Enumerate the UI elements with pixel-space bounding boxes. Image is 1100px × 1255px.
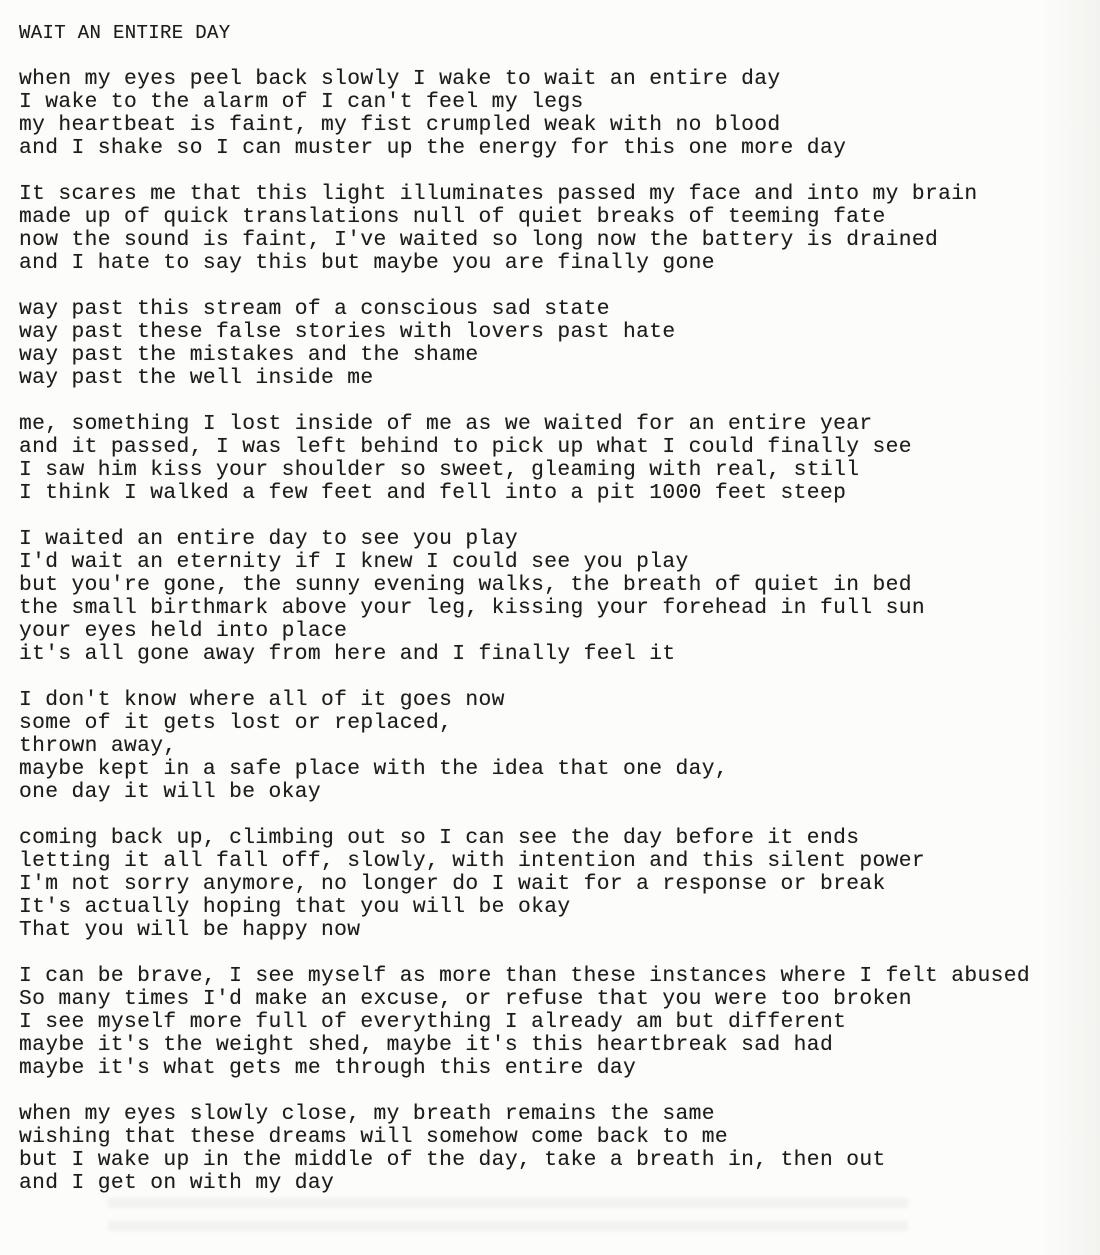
poem-line: I see myself more full of everything I already am but different <box>19 1010 847 1034</box>
poem-line: when my eyes peel back slowly I wake to wait an entire day <box>19 67 781 91</box>
poem-line: way past these false stories with lovers past hate <box>19 320 676 344</box>
poem-line: now the sound is faint, I've waited so long now the battery is drained <box>19 228 939 252</box>
poem-line: but I wake up in the middle of the day, take a breath in, then out <box>19 1148 886 1172</box>
poem-line: That you will be happy now <box>19 918 361 942</box>
stanza <box>19 689 1094 804</box>
poem-line: maybe kept in a safe place with the idea that one day, <box>19 757 729 781</box>
stanza <box>19 827 1094 942</box>
poem-line: way past the well inside me <box>19 366 374 390</box>
poem-line: made up of quick translations null of quiet breaks of teeming fate <box>19 205 886 229</box>
poem-line: I'm not sorry anymore, no longer do I wait for a response or break <box>19 872 886 896</box>
poem-line: some of it gets lost or replaced, <box>19 711 453 735</box>
poem-line: It's actually hoping that you will be okay <box>19 895 571 919</box>
poem-line: I wake to the alarm of I can't feel my legs <box>19 90 584 114</box>
poem-line: way past this stream of a conscious sad state <box>19 297 610 321</box>
poem-line: but you're gone, the sunny evening walks, the breath of quiet in bed <box>19 573 912 597</box>
poem-line: It scares me that this light illuminates passed my face and into my brain <box>19 182 978 206</box>
poem-line: I don't know where all of it goes now <box>19 688 505 712</box>
poem-line: wishing that these dreams will somehow come back to me <box>19 1125 729 1149</box>
poem-body <box>19 22 1094 1218</box>
stanza <box>19 183 1094 275</box>
stanza <box>19 68 1094 160</box>
poem-line: way past the mistakes and the shame <box>19 343 479 367</box>
poem-line: your eyes held into place <box>19 619 348 643</box>
poem-line: my heartbeat is faint, my fist crumpled weak with no blood <box>19 113 781 137</box>
poem-line: it's all gone away from here and I finally feel it <box>19 642 676 666</box>
poem-line: one day it will be okay <box>19 780 321 804</box>
poem-line: I think I walked a few feet and fell into a pit 1000 feet steep <box>19 481 847 505</box>
poem-line: So many times I'd make an excuse, or refuse that you were too broken <box>19 987 912 1011</box>
stanza <box>19 413 1094 505</box>
poem-line: thrown away, <box>19 734 177 758</box>
poem-line: maybe it's what gets me through this entire day <box>19 1056 637 1080</box>
poem-title: WAIT AN ENTIRE DAY <box>19 22 231 44</box>
poem-line: when my eyes slowly close, my breath remains the same <box>19 1102 715 1126</box>
poem-line: maybe it's the weight shed, maybe it's this heartbreak sad had <box>19 1033 834 1057</box>
poem-line: and it passed, I was left behind to pick up what I could finally see <box>19 435 912 459</box>
poem-line: and I hate to say this but maybe you are finally gone <box>19 251 715 275</box>
stanza <box>19 1103 1094 1195</box>
poem-line: and I shake so I can muster up the energy for this one more day <box>19 136 847 160</box>
poem-line: I saw him kiss your shoulder so sweet, gleaming with real, still <box>19 458 860 482</box>
poem-line: me, something I lost inside of me as we waited for an entire year <box>19 412 873 436</box>
poem-line: the small birthmark above your leg, kissing your forehead in full sun <box>19 596 925 620</box>
stanza-list <box>19 68 1094 1195</box>
poem-line: letting it all fall off, slowly, with intention and this silent power <box>19 849 925 873</box>
stanza <box>19 298 1094 390</box>
stanza <box>19 965 1094 1080</box>
poem-line: and I get on with my day <box>19 1171 335 1195</box>
poem-line: I'd wait an eternity if I knew I could see you play <box>19 550 689 574</box>
poem-line: I waited an entire day to see you play <box>19 527 518 551</box>
poem-line: coming back up, climbing out so I can see the day before it ends <box>19 826 860 850</box>
stanza <box>19 528 1094 666</box>
poem-line: I can be brave, I see myself as more than these instances where I felt abused <box>19 964 1031 988</box>
